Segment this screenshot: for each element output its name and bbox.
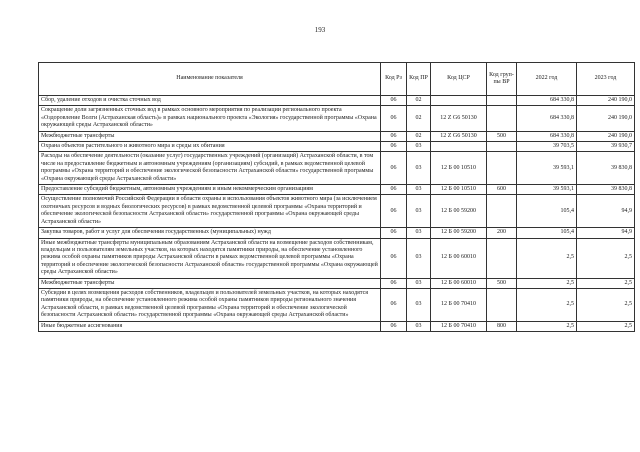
row-code-rz: 06 xyxy=(381,142,407,152)
row-value-2023: 240 190,0 xyxy=(577,106,635,131)
row-value-2023: 94,9 xyxy=(577,195,635,228)
row-name: Расходы на обеспечение деятельности (оказание услуг) государственных учреждений (организаций) Астраханской области, в том числе на предоставление бюджетным и автономным учреждениям (организациям) субсидий, в рамках ведомственной целевой программы «Охрана территорий и обеспечение экологической безопасности Астраханской области» государственной программы «Охрана окружающей среды Астраханской области» xyxy=(39,152,381,185)
row-name: Охрана объектов растительного и животного мира и среды их обитания xyxy=(39,142,381,152)
row-code-pr: 03 xyxy=(407,228,431,238)
row-code-csr xyxy=(431,96,487,106)
row-code-pr: 03 xyxy=(407,142,431,152)
header-code-rz: Код Рз xyxy=(381,63,407,96)
table-row xyxy=(39,278,635,288)
row-code-pr: 03 xyxy=(407,288,431,321)
row-name: Предоставление субсидий бюджетным, автономным учреждениям и иным некоммерческим организациям xyxy=(39,185,381,195)
table-row xyxy=(39,238,635,278)
row-code-rz: 06 xyxy=(381,238,407,278)
row-code-rz: 06 xyxy=(381,288,407,321)
row-value-2022: 105,4 xyxy=(517,228,577,238)
row-value-2023: 2,5 xyxy=(577,321,635,331)
row-code-pr: 03 xyxy=(407,152,431,185)
table-row xyxy=(39,96,635,106)
row-value-2023: 2,5 xyxy=(577,278,635,288)
page-number: 193 xyxy=(314,26,326,34)
row-code-csr: 12 Б 00 70410 xyxy=(431,321,487,331)
row-value-2023: 240 190,0 xyxy=(577,96,635,106)
row-code-vr: 200 xyxy=(487,228,517,238)
row-name: Субсидии в целях возмещения расходов собственников, владельцев и пользователей земельных участков, на которых находятся памятники природы, на обеспечение установленного режима особой охраны памятников природы регионального значения Астраханской области, в рамках ведомственной целевой программы «Охрана территорий и обеспечение экологической безопасности Астраханской области» государственной программы «Охрана окружающей среды Астраханской области» xyxy=(39,288,381,321)
row-value-2022: 39 703,5 xyxy=(517,142,577,152)
row-code-csr: 12 Б 00 59200 xyxy=(431,228,487,238)
row-name: Сокращение доли загрязненных сточных вод в рамках основного мероприятия по реализации регионального проекта «Оздоровление Волги (Астраханская область)» в рамках национального проекта «Экология» государственной программы «Охрана окружающей среды Астраханской области» xyxy=(39,106,381,131)
row-value-2022: 39 593,1 xyxy=(517,185,577,195)
header-code-pr: Код ПР xyxy=(407,63,431,96)
row-code-vr xyxy=(487,96,517,106)
row-code-csr: 12 Б 00 60010 xyxy=(431,278,487,288)
row-code-rz: 06 xyxy=(381,195,407,228)
row-value-2023: 39 930,7 xyxy=(577,142,635,152)
row-code-rz: 06 xyxy=(381,96,407,106)
row-code-rz: 06 xyxy=(381,321,407,331)
row-code-csr: 12 Z G6 50130 xyxy=(431,106,487,131)
row-name: Межбюджетные трансферты xyxy=(39,278,381,288)
row-value-2022: 2,5 xyxy=(517,288,577,321)
row-code-pr: 02 xyxy=(407,106,431,131)
header-year-2023: 2023 год xyxy=(577,63,635,96)
row-code-vr: 600 xyxy=(487,185,517,195)
row-value-2022: 684 330,8 xyxy=(517,131,577,141)
row-value-2023: 94,9 xyxy=(577,228,635,238)
row-code-csr: 12 Б 00 70410 xyxy=(431,288,487,321)
table-row xyxy=(39,195,635,228)
row-code-pr: 02 xyxy=(407,96,431,106)
row-code-csr: 12 Б 00 59200 xyxy=(431,195,487,228)
row-code-pr: 03 xyxy=(407,195,431,228)
table-row xyxy=(39,185,635,195)
table-row xyxy=(39,228,635,238)
row-name: Межбюджетные трансферты xyxy=(39,131,381,141)
row-code-csr: 12 Б 00 60010 xyxy=(431,238,487,278)
table-row xyxy=(39,288,635,321)
row-name: Осуществление полномочий Российской Федерации в области охраны и использования объектов животного мира (за исключением охотничьих ресурсов и водных биологических ресурсов) в рамках ведомственной целевой программы «Охрана территорий и обеспечение экологической безопасности Астраханской области» государственной программы «Охрана окружающей среды Астраханской области» xyxy=(39,195,381,228)
row-value-2023: 2,5 xyxy=(577,238,635,278)
header-code-csr: Код ЦСР xyxy=(431,63,487,96)
row-value-2022: 684 330,8 xyxy=(517,96,577,106)
row-value-2022: 105,4 xyxy=(517,195,577,228)
header-year-2022: 2022 год xyxy=(517,63,577,96)
budget-table xyxy=(38,62,635,332)
table-header-row xyxy=(39,63,635,96)
row-code-pr: 03 xyxy=(407,185,431,195)
row-value-2022: 2,5 xyxy=(517,278,577,288)
header-indicator-name: Наименование показателя xyxy=(39,63,381,96)
row-code-vr xyxy=(487,288,517,321)
row-code-csr: 12 Z G6 50130 xyxy=(431,131,487,141)
row-value-2023: 39 830,8 xyxy=(577,185,635,195)
row-code-vr: 800 xyxy=(487,321,517,331)
row-code-csr: 12 Б 00 10510 xyxy=(431,185,487,195)
row-code-rz: 06 xyxy=(381,152,407,185)
row-code-rz: 06 xyxy=(381,228,407,238)
row-name: Иные межбюджетные трансферты муниципальным образованиям Астраханской области на возмещение расходов собственникам, владельцам и пользователям земельных участков, на которых находятся памятники природы, на обеспечение установленного режима особой охраны памятников природы Астраханской области в рамках ведомственной целевой программы «Охрана территорий и обеспечение экологической безопасности Астраханской области» государственной программы «Охрана окружающей среды Астраханской области» xyxy=(39,238,381,278)
row-value-2022: 2,5 xyxy=(517,238,577,278)
row-code-vr: 500 xyxy=(487,278,517,288)
table-row xyxy=(39,106,635,131)
row-value-2022: 684 330,8 xyxy=(517,106,577,131)
row-code-pr: 02 xyxy=(407,131,431,141)
row-code-csr xyxy=(431,142,487,152)
row-code-rz: 06 xyxy=(381,185,407,195)
row-code-rz: 06 xyxy=(381,278,407,288)
row-name: Сбор, удаление отходов и очистка сточных вод xyxy=(39,96,381,106)
row-name: Иные бюджетные ассигнования xyxy=(39,321,381,331)
row-code-pr: 03 xyxy=(407,238,431,278)
row-code-csr: 12 Б 00 10510 xyxy=(431,152,487,185)
row-value-2023: 39 830,8 xyxy=(577,152,635,185)
row-code-vr xyxy=(487,238,517,278)
row-code-vr: 500 xyxy=(487,131,517,141)
row-code-rz: 06 xyxy=(381,106,407,131)
row-code-pr: 03 xyxy=(407,321,431,331)
table-row xyxy=(39,152,635,185)
row-code-pr: 03 xyxy=(407,278,431,288)
row-code-vr xyxy=(487,195,517,228)
row-value-2022: 39 593,1 xyxy=(517,152,577,185)
table-row xyxy=(39,131,635,141)
row-code-rz: 06 xyxy=(381,131,407,141)
table-row xyxy=(39,321,635,331)
table-row xyxy=(39,142,635,152)
row-code-vr xyxy=(487,142,517,152)
row-code-vr xyxy=(487,152,517,185)
row-value-2023: 240 190,0 xyxy=(577,131,635,141)
row-value-2023: 2,5 xyxy=(577,288,635,321)
header-code-vr: Код груп-пы ВР xyxy=(487,63,517,96)
row-value-2022: 2,5 xyxy=(517,321,577,331)
row-name: Закупка товаров, работ и услуг для обеспечения государственных (муниципальных) нужд xyxy=(39,228,381,238)
row-code-vr xyxy=(487,106,517,131)
